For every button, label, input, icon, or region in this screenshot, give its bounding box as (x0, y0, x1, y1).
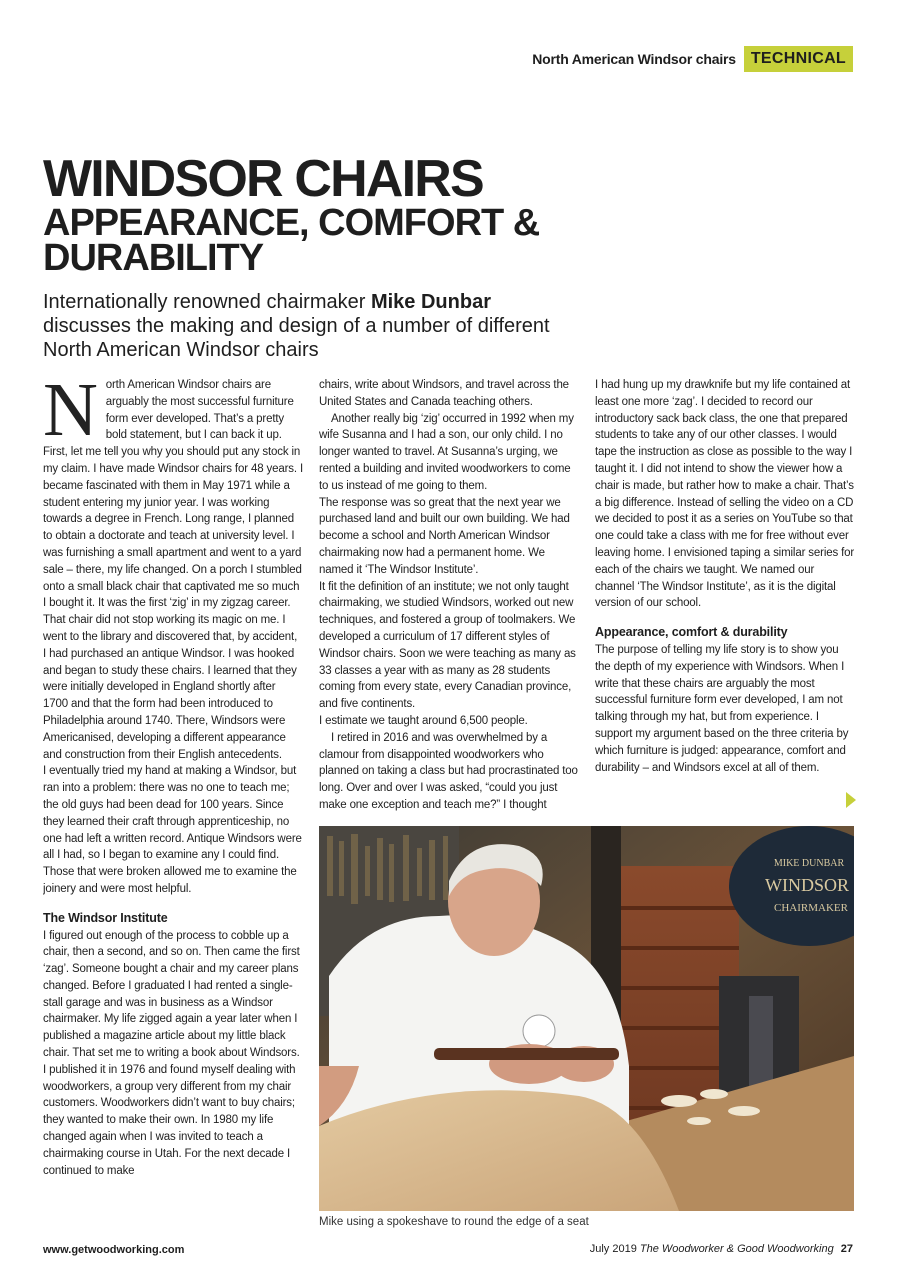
sign-text-line2: WINDSOR (765, 875, 849, 895)
paragraph: Another really big ‘zig’ occurred in 1992 when my wife Susanna and I had a son, our only child. I no longer wanted to travel. At Susanna’s urging, we rented a building and invited woodworkers to come to us instead of me going to them. (319, 412, 574, 492)
sign-text-line1: MIKE DUNBAR (773, 858, 845, 869)
magazine-name: The Woodworker & Good Woodworking (639, 1243, 834, 1255)
article-photo (319, 826, 854, 1211)
paragraph-text: orth American Windsor chairs are arguably the most successful furniture form ever developed. That’s a pretty bold statement, but I can back it up. First, let me tell you why you should put any stock in my claim. I have made Windsor chairs for 48 years. I became fascinated with them in May 1971 while a student entering my junior year. I was working towards a degree in French. Long range, I planned to obtain a doctorate and teach at university level. I was furnishing a small apartment and went to a yard sale – there, my life changed. On a porch I stumbled onto a small black chair that captivated me so much I bought it. It was the first ‘zig’ in my zigzag career. That chair did not stop working its magic on me. I went to the library and discovered that, by accident, I had purchased an antique Windsor. I was hooked and began to study these chairs. I learned that they were initially developed in England shortly after 1700 and that the form had been introduced to Philadelphia around 1740. There, Windsors were Americanised, developing a different appearance and construction from their English antecedents. (43, 379, 303, 761)
photo-caption: Mike using a spokeshave to round the edge of a seat (319, 1216, 589, 1228)
photo-illustration (319, 826, 854, 1211)
paragraph: It fit the definition of an institute; we not only taught chairmaking, we studied Windsors, worked out new techniques, and fostered a group of toolmakers. We developed a curriculum of 17 different styles of Windsor chairs. Soon we were teaching as many as 33 classes a year with as many as 28 students coming from every state, every Canadian province, and five continents. (319, 580, 576, 711)
footer-website: www.getwoodworking.com (43, 1244, 185, 1256)
paragraph: The purpose of telling my life story is to show you the depth of my experience with Windsors. When I write that these chairs are arguably the most successful furniture form ever developed, I am not talking through my hat, but from experience. I support my argument based on the three criteria by which furniture is judged: appearance, comfort and durability – and Windsors excel at all of them. (595, 643, 849, 774)
page-number: 27 (840, 1243, 853, 1255)
paragraph: The response was so great that the next year we purchased land and built our own building. We had become a school and North American Windsor chairmaking now had a permanent home. We named it ‘The Windsor Institute’. (319, 496, 570, 576)
issue-date: July 2019 (589, 1243, 637, 1255)
running-header (532, 46, 853, 72)
article-subtitle: APPEARANCE, COMFORT & DURABILITY (43, 202, 540, 279)
standfirst (43, 290, 563, 362)
standfirst-before: Internationally renowned chairmaker (43, 291, 371, 313)
paragraph: I had hung up my drawknife but my life contained at least one more ‘zag’. I decided to record our introductory sack back class, the one that prepared students to take any of our other classes. I would tape the instruction as close as possible to the way I taught it. I did not intend to show the viewer how a chair is made, but rather how to make a chair. That’s a big difference. Instead of selling the video on a CD we decided to post it as a series on YouTube so that one could take a class with me for free without ever leaving home. I envisioned taping a similar series for each of the chairs we taught. We named our channel ‘The Windsor Institute’, as it is the digital version of our school. (595, 379, 855, 610)
author-name: Mike Dunbar (370, 291, 491, 313)
paragraph: I retired in 2016 and was overwhelmed by a clamour from disappointed woodworkers who planned on taking a class but had procrastinated too long. Over and over I was asked, “could you just make one exception and teach me?” I thought (319, 731, 578, 811)
footer-folio (590, 1243, 853, 1255)
section-heading: The Windsor Institute (43, 910, 168, 925)
body-column-1 (43, 377, 303, 1237)
section-heading: Appearance, comfort & durability (595, 625, 788, 640)
standfirst-after: discusses the making and design of a number of different North American Windsor chairs (43, 315, 550, 361)
paragraph: chairs, write about Windsors, and travel across the United States and Canada teaching others. (319, 379, 569, 408)
drop-cap: N (43, 377, 98, 452)
body-column-3 (595, 377, 855, 817)
paragraph: I eventually tried my hand at making a Windsor, but ran into a problem: there was no one to teach me; the old guys had been dead for 100 years. Since they learned their craft through apprenticeship, no one had left a written record. Antique Windsors were all I had, so I began to examine any I could find. Those that were broken allowed me to examine the joinery and were most helpful. (43, 765, 302, 895)
spokeshave (434, 1048, 619, 1060)
article-title: WINDSOR CHAIRS (43, 150, 483, 208)
sign-text-line3: CHAIRMAKER (774, 902, 848, 914)
continue-arrow-icon (846, 792, 856, 808)
body-column-2 (319, 377, 581, 817)
paragraph: I estimate we taught around 6,500 people. (319, 714, 528, 727)
section-name: North American Windsor chairs (532, 51, 736, 67)
section-tag: TECHNICAL (744, 46, 853, 72)
paragraph (43, 377, 303, 763)
paragraph: I figured out enough of the process to cobble up a chair, then a second, and so on. Then came the first ‘zag’. Someone bought a chair and my career plans changed. Before I graduated I had rented a single-stall garage and was in business as a Windsor chairmaker. My life zigged again a year later when I published a magazine article about my little black chair. That set me to writing a book about Windsors. I published it in 1976 and found myself dealing with woodworkers, a group very different from my chair customers. Woodworkers didn’t want to buy chairs; they wanted to make their own. In 1980 my life changed again when I was invited to teach a chairmaking course in Utah. For the next decade I continued to make (43, 929, 300, 1177)
